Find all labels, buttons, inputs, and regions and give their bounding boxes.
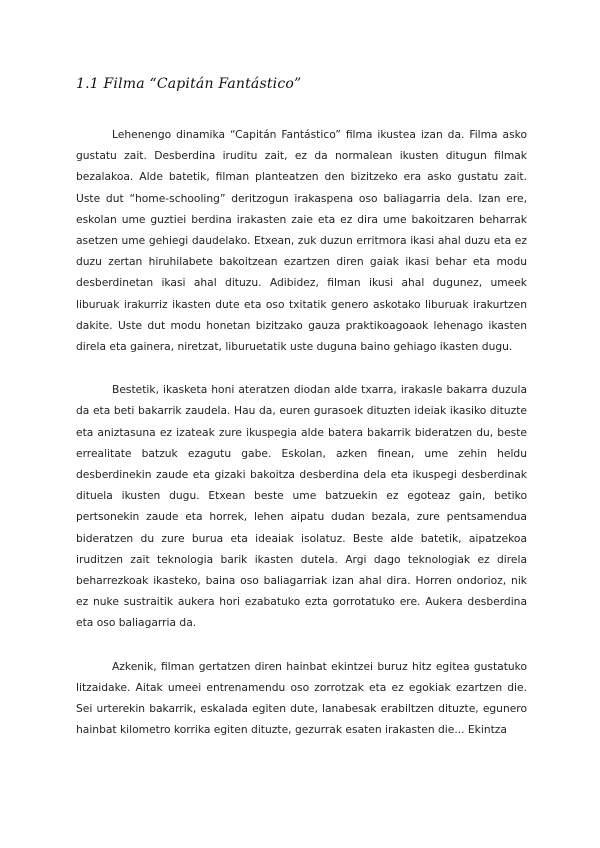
section-heading: 1.1 Filma “Capitán Fantástico” [76, 76, 302, 92]
paragraph-1: Lehenengo dinamika “Capitán Fantástico” filma ikustea izan da. Filma asko gustatu zait. Desberdina iruditu zait, ez da normalean ikusten ditugun filmak bezalakoa. Alde batetik, filman planteatzen den bizitzeko era asko gustatu zait. Uste dut “home-schooling” deritzogun irakaspena oso baliagarria dela. Izan ere, eskolan ume guztiei berdina irakasten zaie eta ez dira ume bakoitzaren beharrak asetzen ume gehiegi daudelako. Etxean, zuk duzun erritmora ikasi ahal duzu eta ez duzu zertan hiruhilabete bakoitzean ezartzen diren gaiak ikasi behar eta modu desberdinetan ikasi ahal dituzu. Adibidez, filman ikusi ahal dugunez, umeek liburuak irakurriz ikasten dute eta oso txitatik genero askotako liburuak irakurtzen dakite. Uste dut modu honetan bizitzako gauza praktikoagoaok lehenago ikasten direla eta gainera, niretzat, liburuetatik uste duguna baino gehiago ikasten dugu. [76, 128, 527, 354]
paragraph-2: Bestetik, ikasketa honi ateratzen diodan alde txarra, irakasle bakarra duzula da eta beti bakarrik zaudela. Hau da, euren gurasoek dituzten ideiak ikasiko dituzte eta aniztasuna ez izateak zure ikuspegia alde batera bakarrik bideratzen du, beste errealitate batzuk ezagutu gabe. Eskolan, azken finean, ume zehin heldu desberdinekin zaude eta gizaki bakoitza desberdina dela eta ikuspegi desberdinak dituela ikusten dugu. Etxean beste ume batzuekin ez egoteaz gain, betiko pertsonekin zaude eta horrek, lehen aipatu dudan bezala, zure pentsamendua bideratzen du zure burua eta ideaiak isolatuz. Beste alde batetik, aipatzekoa iruditzen zait teknologia barik ikasten dutela. Argi dago teknologiak ez direla beharrezkoak ikasteko, baina oso baliagarriak izan ahal dira. Horren ondorioz, nik ez nuke sustraitik aukera hori ezabatuko ezta gorrotatuko ere. Aukera desberdina eta oso baliagarria da. [76, 383, 527, 630]
body-text [76, 124, 527, 740]
paragraph-3: Azkenik, filman gertatzen diren hainbat ekintzei buruz hitz egitea gustatuko litzaidake. Aitak umeei entrenamendu oso zorrotzak eta ez egokiak ezartzen die. Sei urterekin bakarrik, eskalada egiten dute, lanabesak erabiltzen dituzte, egunero hainbat kilometro korrika egiten dituzte, gezurrak esaten irakasten die... Ekintza [76, 659, 527, 737]
